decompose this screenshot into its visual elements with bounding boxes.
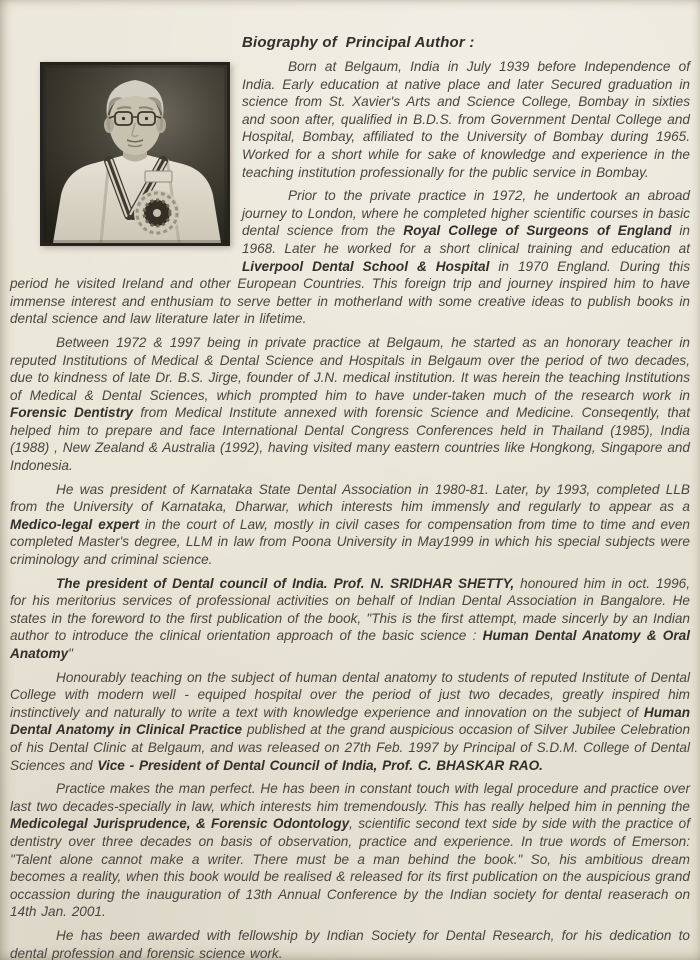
- author-photo-graphic: [43, 65, 227, 243]
- author-photo: [40, 62, 230, 246]
- bio-paragraph-5: The president of Dental council of India. Prof. N. SRIDHAR SHETTY, honoured him in oct. 1996, for his meritorius services of professional activities on behalf of Indian Dental Association in Bangalore. He states in the foreword to the first publication of the book, "This is the first attempt, made sincerly by an Indian author to introduce the clinical orientation approach of the basic science : Human Dental Anatomy & Oral Anatomy": [10, 575, 690, 661]
- bio-paragraph-4: He was president of Karnataka State Dental Association in 1980-81. Later, by 1993, completed LLB from the University of Karnataka, Dharwar, which interests him immensly and regularly to appear as a Medico-legal expert in the court of Law, mostly in civil cases for compensation from time to time and even completed Master's degree, LLM in law from Poona University in May1999 in which his special subjects were criminology and criminal science.: [10, 481, 690, 568]
- bio-paragraph-2: Prior to the private practice in 1972, he undertook an abroad journey to London, where he completed higher scientific courses in basic dental science from the Royal College of Surgeons of England in 1968. Later he worked for a short clinical training and education at Liverpool Dental School & Hospital in 1970 England. During this period he visited Ireland and other European Countries. This foreign trip and journey inspired him to have immense interest and enthusiam to serve better in motherland with some creative ideas to publish books in dental science and law literature later in lifetime.: [10, 188, 690, 327]
- bio-paragraph-7: Practice makes the man perfect. He has been in constant touch with legal procedure and practice over last two decades-specially in law, which interests him tremendously. This has really helped him in penning the Medicolegal Jurisprudence, & Forensic Odontology, scientific second text side by side with the practice of dentistry over three decades on basis of observation, practice and experience. In true words of Emerson: "Talent alone cannot make a writer. There must be a man behind the book." So, his ambitious dream becomes a reality, when this book would be realised & released for its first publication on the auspicious grand occassion during the inauguration of 13th Annual Conference by the Indian society for dental reaserach on 14th Jan. 2001.: [10, 781, 690, 920]
- bio-paragraph-6: Honourably teaching on the subject of human dental anatomy to students of reputed Institute of Dental College with modern well - equiped hospital over the period of just two decades, greatly inspired him instinctively and naturally to write a text with knowledge experience and innovation on the subject of Human Dental Anatomy in Clinical Practice published at the grand auspicious occasion of Silver Jubilee Celebration of his Dental Clinic at Belgaum, and was released on 27th Feb. 1997 by Principal of S.D.M. College of Dental Sciences and Vice - President of Dental Council of India, Prof. C. BHASKAR RAO.: [10, 669, 690, 773]
- bio-paragraph-3: Between 1972 & 1997 being in private practice at Belgaum, he started as an honorary teacher in reputed Institutions of Medical & Dental Science and Hospitals in Belgaum over the period of two decades, due to kindness of late Dr. B.S. Jirge, founder of J.N. medical institution. It was herein the teaching Institutions of Medical & Dental Sciences, which prompted him to have under-taken much of the research work in Forensic Dentistry from Medical Institute annexed with forensic Science and Medicine. Conseqently, that helped him to prepare and face International Dental Congress Conferences held in Thailand (1985), India (1988) , New Zealand & Australia (1992), having visited many eastern countries like Hongkong, Singapore and Indonesia.: [10, 334, 690, 474]
- page-title: Biography of Principal Author :: [242, 34, 475, 51]
- bio-paragraph-1: Born at Belgaum, India in July 1939 before Independence of India. Early education at native place and later Secured graduation in science from St. Xavier's Arts and Science College, Bombay in sixties and soon after, qualified in B.D.S. from Government Dental College and Hospital, Bombay, affiliated to the University of Bombay during 1965. Worked for a short while for sake of knowledge and experience in the teaching institution professionally for the public service in Bombay.: [242, 59, 690, 180]
- bio-paragraph-8: He has been awarded with fellowship by Indian Society for Dental Research, for his dedication to dental profession and forensic science work.: [10, 927, 690, 960]
